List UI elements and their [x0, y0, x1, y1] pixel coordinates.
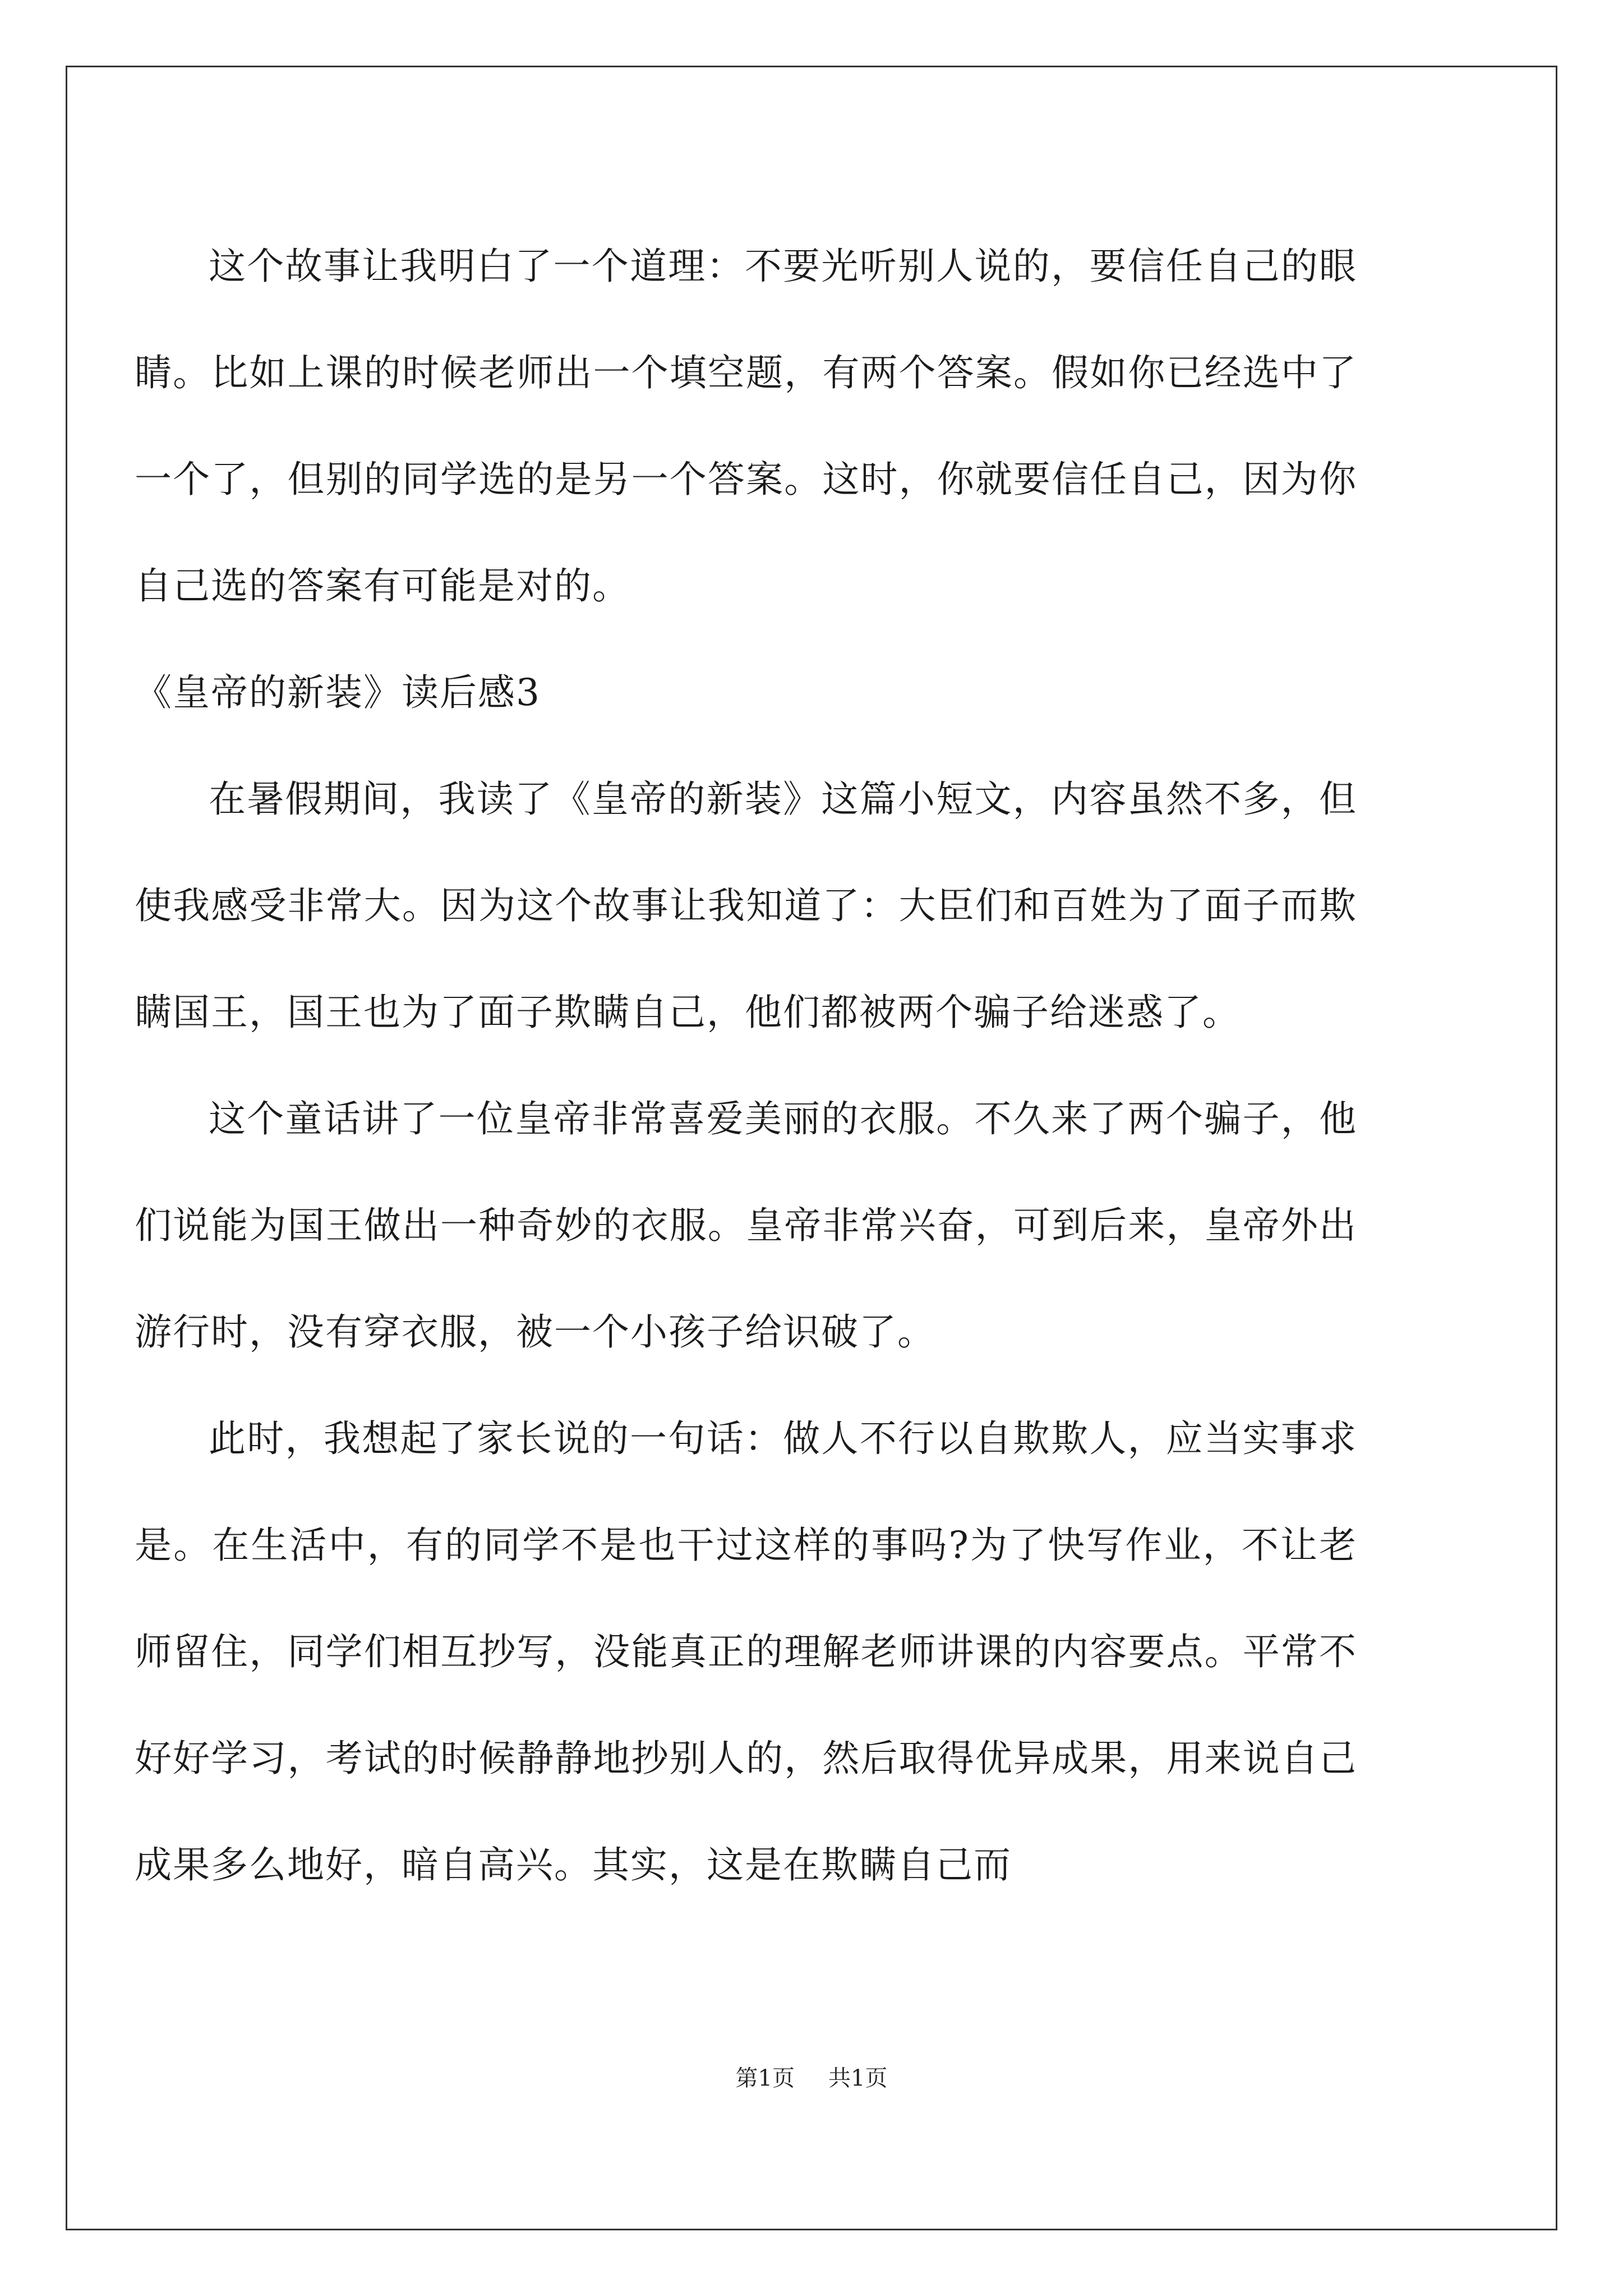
- section-heading: 《皇帝的新装》读后感3: [135, 671, 541, 714]
- page-footer: [0, 2062, 1623, 2095]
- page-total: 共1页: [828, 2065, 888, 2091]
- paragraph-1: 这个故事让我明白了一个道理：不要光听别人说的，要信任自己的眼睛。比如上课的时候老师出一个填空题，有两个答案。假如你已经选中了一个了，但别的同学选的是另一个答案。这时，你就要信任自己，因为你自己选的答案有可能是对的。: [135, 245, 1357, 608]
- paragraph-4: 此时，我想起了家长说的一句话：做人不行以自欺欺人，应当实事求是。在生活中，有的同学不是也干过这样的事吗?为了快写作业，不让老师留住，同学们相互抄写，没能真正的理解老师讲课的内容要点。平常不好好学习，考试的时候静静地抄别人的，然后取得优异成果，用来说自己成果多么地好，暗自高兴。其实，这是在欺瞒自己而: [135, 1417, 1357, 1887]
- document-body: [135, 213, 1357, 1918]
- paragraph-2: 在暑假期间，我读了《皇帝的新装》这篇小短文，内容虽然不多，但使我感受非常大。因为这个故事让我知道了：大臣们和百姓为了面子而欺瞒国王，国王也为了面子欺瞒自己，他们都被两个骗子给迷惑了。: [135, 777, 1357, 1034]
- page-number: 第1页: [735, 2065, 795, 2091]
- paragraph-3: 这个童话讲了一位皇帝非常喜爱美丽的衣服。不久来了两个骗子，他们说能为国王做出一种奇妙的衣服。皇帝非常兴奋，可到后来，皇帝外出游行时，没有穿衣服，被一个小孩子给识破了。: [135, 1097, 1357, 1354]
